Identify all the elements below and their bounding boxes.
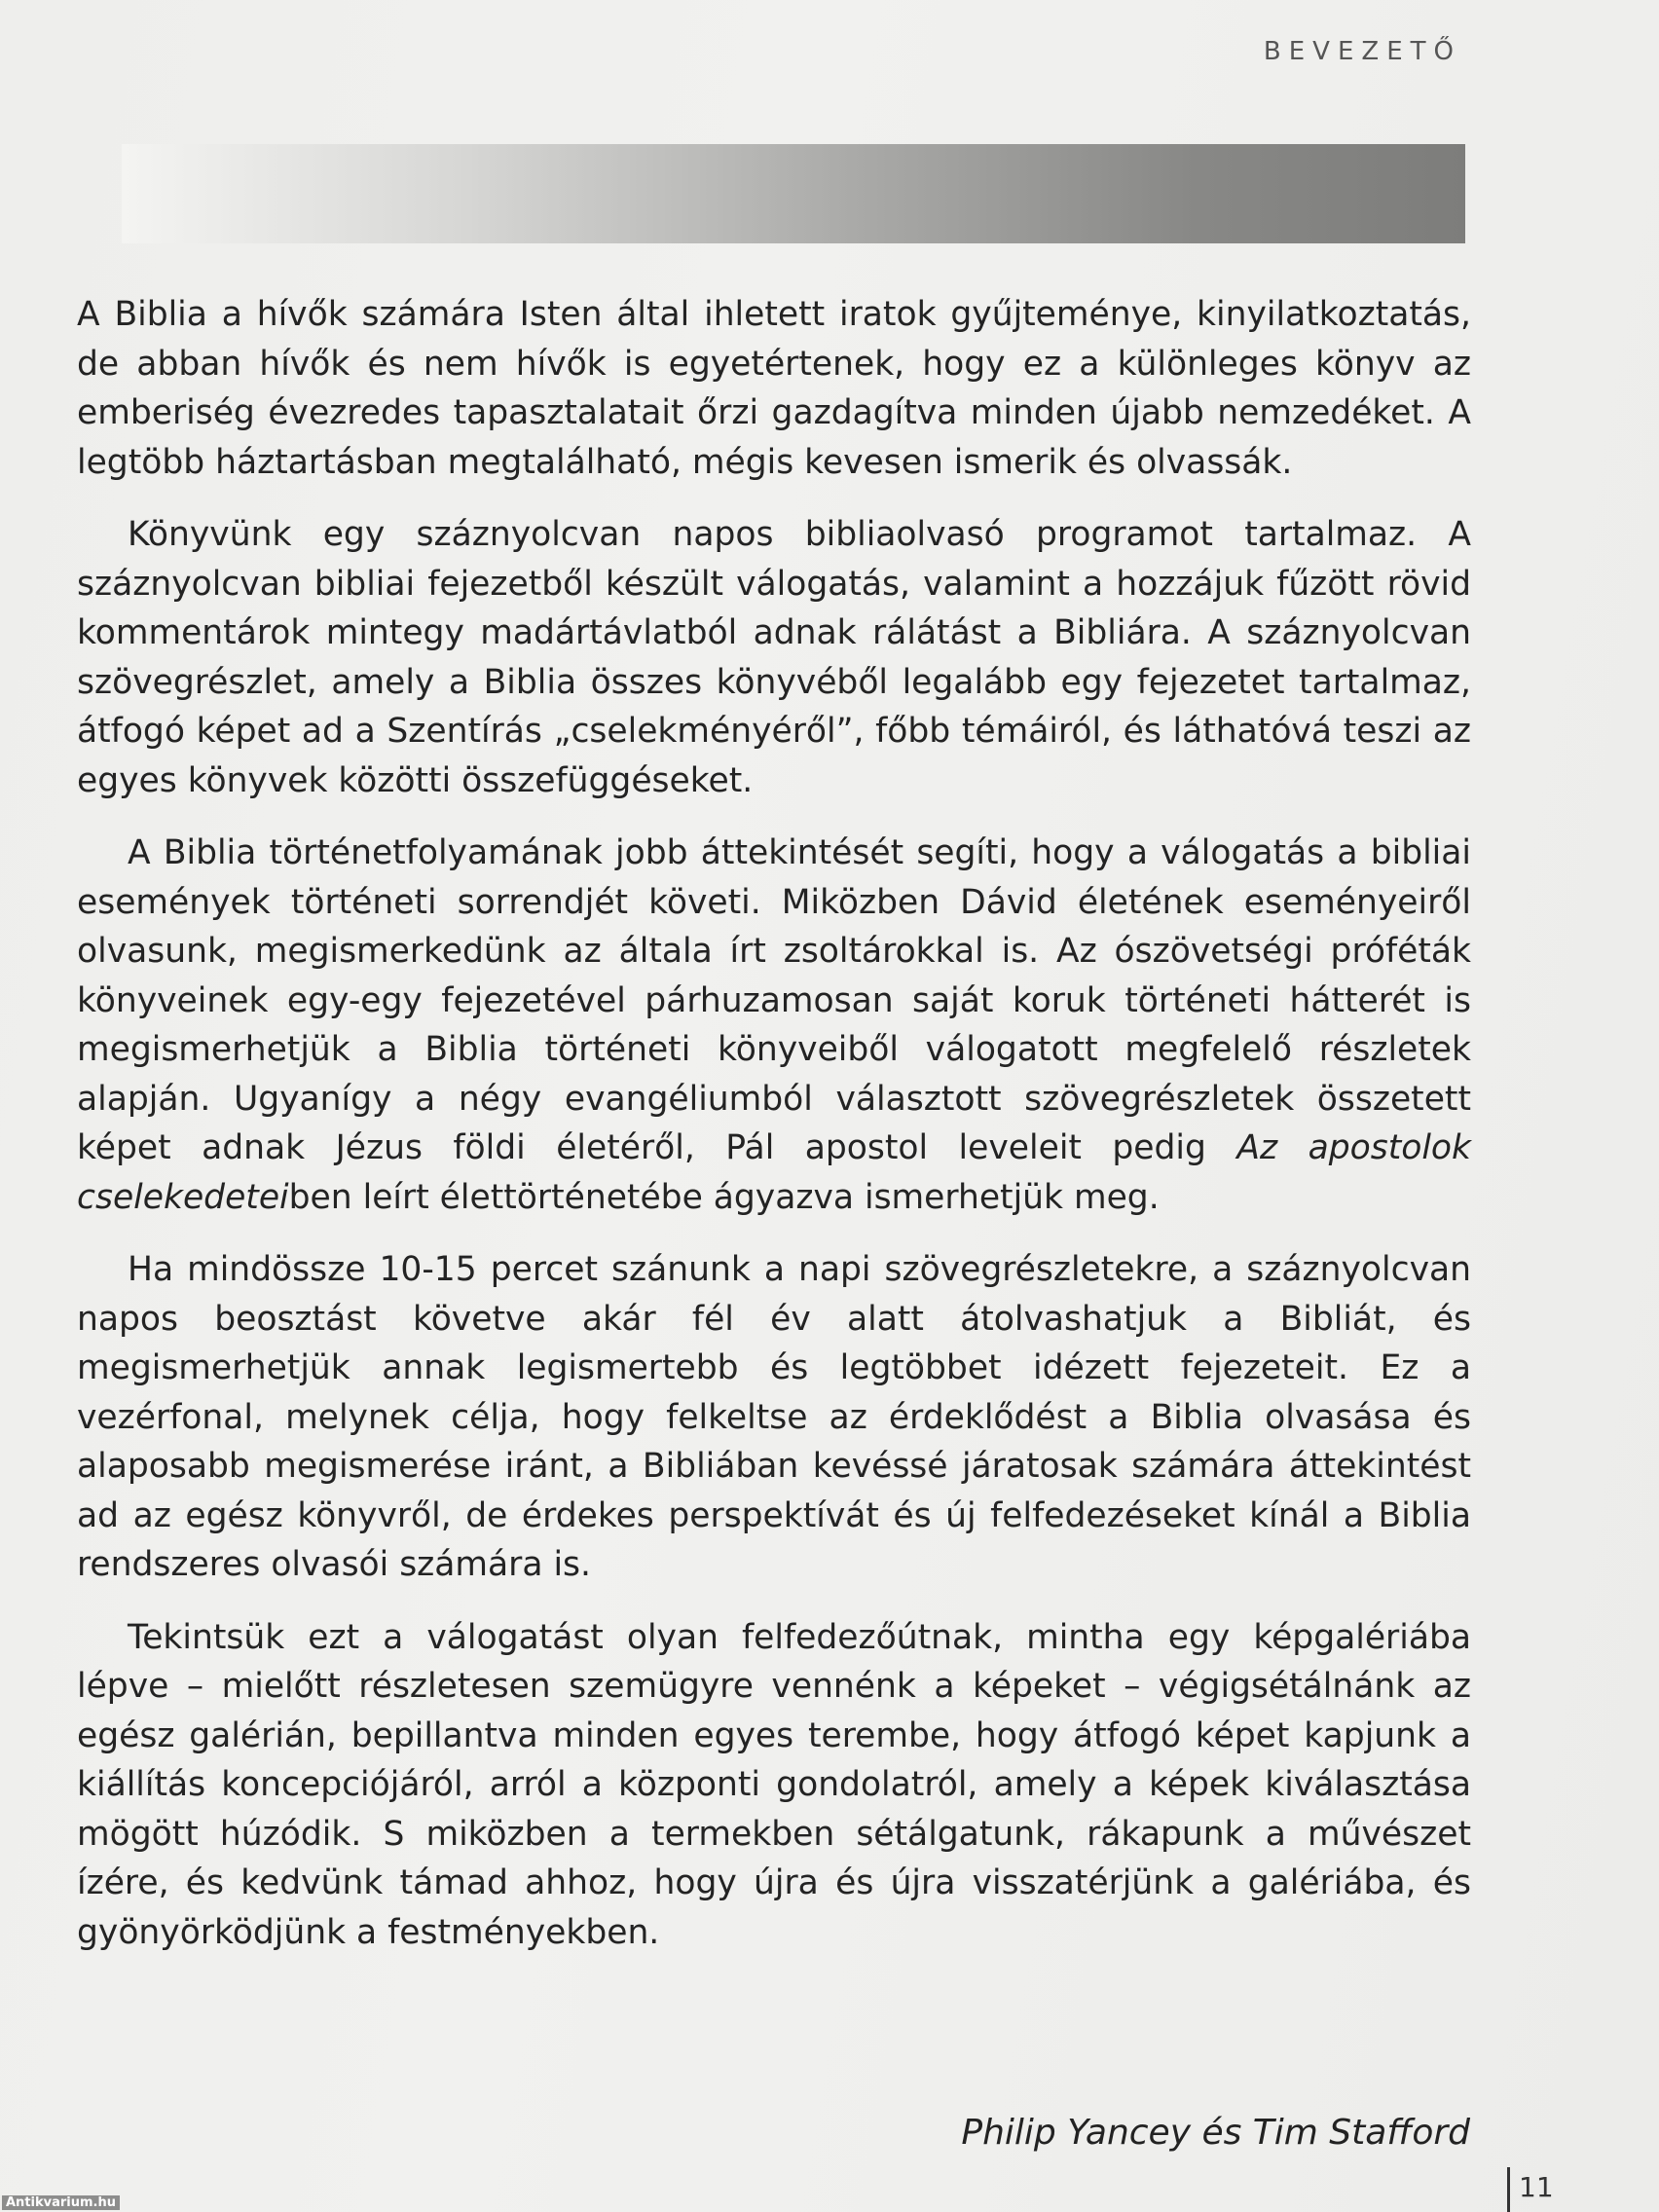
paragraph-3-tail: ben leírt élettörténetébe ágyazva ismerhetjük meg. <box>288 1177 1160 1217</box>
paragraph-1: A Biblia a hívők számára Isten által ihletett iratok gyűjteménye, kinyilatkoztatás, de abban hívők és nem hívők is egyetértenek, hogy ez a különleges könyv az emberiség évezredes tapasztalatait őrzi gazdagítva minden újabb nemzedéket. A legtöbb háztartásban megtalálható, mégis kevesen ismerik és olvassák. <box>77 295 1471 482</box>
watermark: Antikvarium.hu <box>2 2195 120 2210</box>
author-signature: Philip Yancey és Tim Stafford <box>961 2113 1470 2153</box>
paragraph-3 <box>77 829 1471 1222</box>
running-head-title: BEVEZETŐ <box>1263 37 1461 66</box>
paragraph-5: Tekintsük ezt a válogatást olyan felfedezőútnak, mintha egy képgalériába lépve – mielőtt részletesen szemügyre vennénk a képeket – végigsétálnánk az egész galérián, bepillantva minden egyes terembe, hogy átfogó képet kapjunk a kiállítás koncepciójáról, arról a központi gondolatról, amely a képek kiválasztása mögött húzódik. S miközben a termekben sétálgatunk, rákapunk a művészet ízére, és kedvünk támad ahhoz, hogy újra és újra visszatérjünk a galériába, és gyönyörködjünk a festményekben. <box>77 1617 1471 1952</box>
paragraph-4: Ha mindössze 10-15 percet szánunk a napi szövegrészletekre, a száznyolcvan napos beosztást követve akár fél év alatt átolvashatjuk a Bibliát, és megismerhetjük annak legismertebb és legtöbbet idézett fejezeteit. Ez a vezérfonal, melynek célja, hogy felkeltse az érdeklődést a Biblia olvasása és alaposabb megismerése iránt, a Bibliában kevéssé járatosak számára áttekintést ad az egész könyvről, de érdekes perspektívát és új felfedezéseket kínál a Biblia rendszeres olvasói számára is. <box>77 1250 1471 1584</box>
paragraph-3-text: A Biblia történetfolyamának jobb áttekintését segíti, hogy a válogatás a bibliai események történeti sorrendjét követi. Miközben Dávid életének eseményeiről olvasunk, megismerkedünk az általa írt zsoltárokkal is. Az ószövetségi próféták könyveinek egy-egy fejezetével párhuzamosan saját koruk történeti hátterét is megismerhetjük a Biblia történeti könyveiből válogatott megfelelő részletek alapján. Ugyanígy a négy evangéliumból választott szövegrészletek összetett képet adnak Jézus földi életéről, Pál apostol leveleit pedig <box>77 833 1471 1167</box>
page-number: 11 <box>1519 2171 1554 2203</box>
paragraph-2: Könyvünk egy száznyolcvan napos bibliaolvasó programot tartalmaz. A száznyolcvan bibliai fejezetből készült válogatás, valamint a hozzájuk fűzött rövid kommentárok mintegy madártávlatból adnak rálátást a Bibliára. A száznyolcvan szövegrészlet, amely a Biblia összes könyvéből legalább egy fejezetet tartalmaz, átfogó képet ad a Szentírás „cselekményéről”, főbb témáiról, és láthatóvá teszi az egyes könyvek közötti összefüggéseket. <box>77 515 1471 800</box>
book-title-italic: Az apostolok cselekedetei <box>77 1128 1471 1217</box>
page-number-rule <box>1507 2167 1510 2212</box>
body-text <box>77 290 1471 1980</box>
gradient-banner <box>122 144 1465 243</box>
